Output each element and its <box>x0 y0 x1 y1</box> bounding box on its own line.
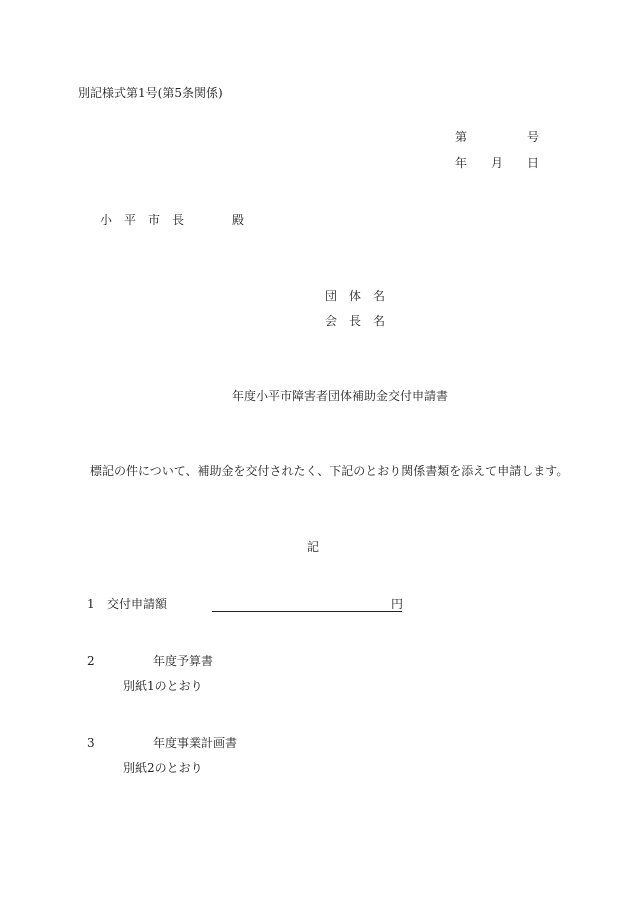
representative-label: 会 長 名 <box>325 314 386 328</box>
document-title: 年度小平市障害者団体補助金交付申請書 <box>232 389 449 403</box>
addressee-name: 小 平 市 長 <box>100 213 185 227</box>
item-3-label: 年度事業計画書 <box>153 736 238 750</box>
number-prefix: 第 <box>455 130 468 144</box>
item-2-label: 年度予算書 <box>153 654 214 668</box>
item-1-label: 交付申請額 <box>107 597 168 611</box>
form-reference: 別記様式第1号(第5条関係) <box>78 86 223 100</box>
date-month: 月 <box>491 156 504 170</box>
amount-unit: 円 <box>391 597 404 611</box>
item-2-number: 2 <box>87 654 95 668</box>
ki-heading: 記 <box>307 540 320 554</box>
item-3-sub: 別紙2のとおり <box>123 761 203 775</box>
body-text: 標記の件について、補助金を交付されたく、下記のとおり関係書類を添えて申請します。 <box>90 464 569 478</box>
addressee-honorific: 殿 <box>232 213 245 227</box>
date-day: 日 <box>527 156 540 170</box>
item-3-number: 3 <box>87 736 95 750</box>
item-2-sub: 別紙1のとおり <box>123 679 203 693</box>
date-year: 年 <box>455 156 468 170</box>
number-suffix: 号 <box>527 130 540 144</box>
amount-field <box>212 597 402 612</box>
organization-label: 団 体 名 <box>325 289 386 303</box>
item-1-number: 1 <box>87 597 95 611</box>
